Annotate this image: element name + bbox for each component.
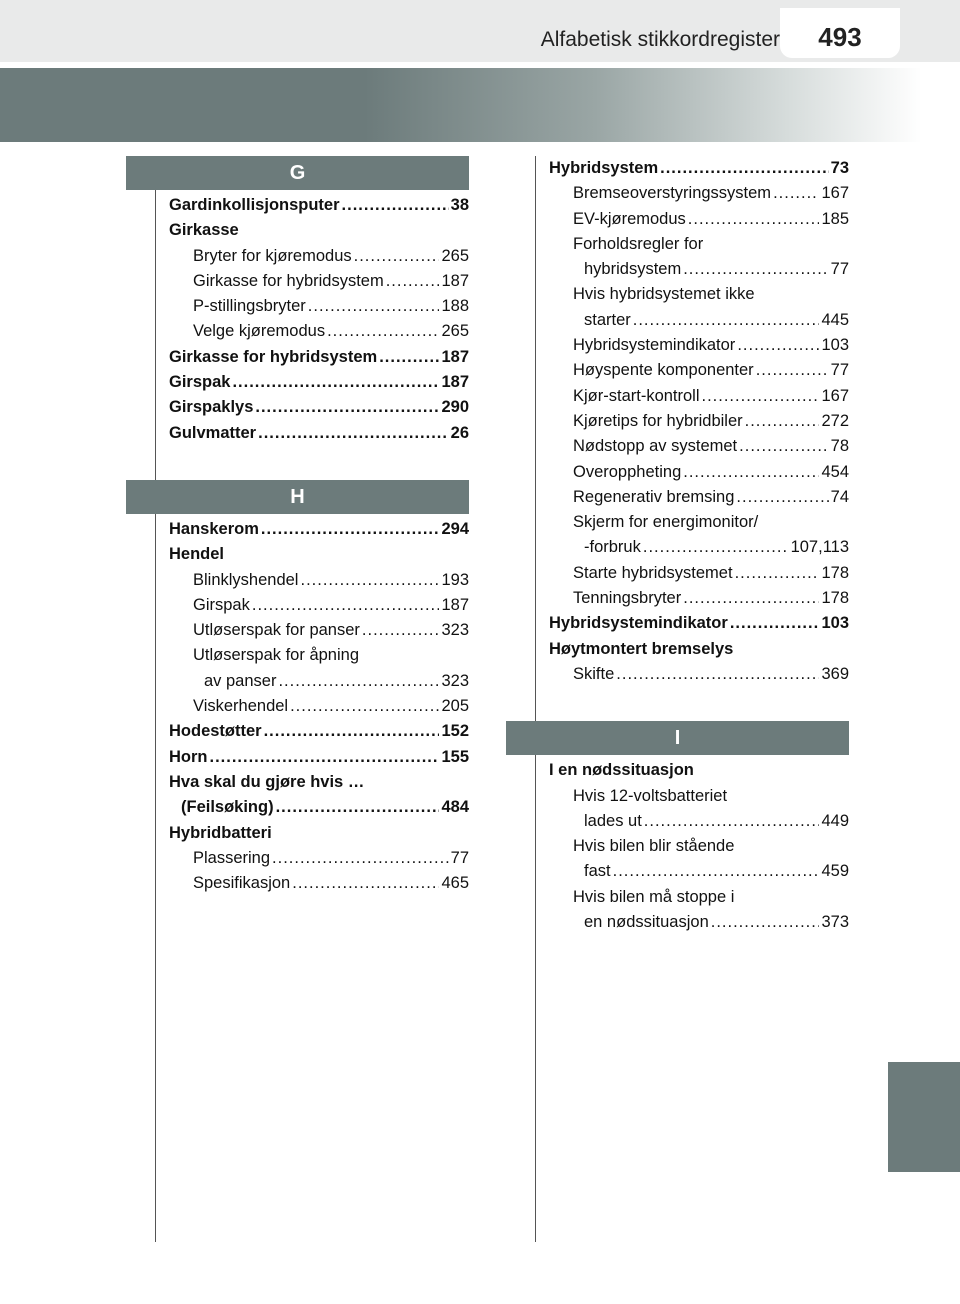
index-entry-page: 369 (821, 664, 849, 683)
leader-dots (736, 485, 828, 510)
leader-dots (683, 586, 819, 611)
leader-dots (362, 618, 440, 643)
index-entry-page: 185 (821, 209, 849, 228)
section-entries (126, 514, 469, 896)
index-entry[interactable] (169, 694, 469, 719)
index-entry-text: Hodestøtter (169, 722, 262, 741)
index-entry-page: 188 (441, 297, 469, 316)
index-entry-text: hybridsystem (584, 260, 682, 279)
index-entry-text: Kjøretips for hybridbiler (573, 411, 743, 430)
index-entry-page: 74 (830, 487, 849, 506)
left-index-column (126, 156, 469, 896)
index-entry-page: 465 (441, 874, 469, 893)
index-entry[interactable] (549, 333, 849, 358)
index-entry-text: Viskerhendel (193, 697, 289, 716)
right-index-column (506, 156, 849, 935)
leader-dots (278, 669, 439, 694)
index-entry-page: 187 (441, 595, 469, 614)
leader-dots (683, 257, 828, 282)
index-entry[interactable] (169, 593, 469, 618)
index-entry-text: Hanskerom (169, 519, 259, 538)
leader-dots (290, 694, 439, 719)
leader-dots (737, 333, 819, 358)
index-entry[interactable] (549, 859, 849, 884)
leader-dots (773, 181, 819, 206)
index-entry[interactable] (169, 821, 469, 846)
leader-dots (386, 269, 440, 294)
index-entry[interactable] (549, 409, 849, 434)
index-entry[interactable] (169, 719, 469, 744)
index-entry-text: Girkasse for hybridsystem (193, 271, 384, 290)
index-entry-page: 155 (441, 747, 469, 766)
index-entry-text: en nødssituasjon (584, 913, 709, 932)
index-entry[interactable] (169, 618, 469, 643)
index-entry[interactable] (549, 535, 849, 560)
index-entry-page: 459 (821, 862, 849, 881)
index-entry[interactable] (549, 460, 849, 485)
index-entry-text: Gulvmatter (169, 423, 257, 442)
index-entry-text: Hendel (169, 545, 225, 564)
index-entry-text: Høyspente komponenter (573, 361, 754, 380)
index-entry[interactable] (169, 269, 469, 294)
leader-dots (730, 611, 820, 636)
index-entry-page: 167 (821, 184, 849, 203)
index-entry[interactable] (549, 637, 849, 662)
index-entry-text: Girspak (193, 595, 250, 614)
leader-dots (644, 809, 820, 834)
index-entry[interactable] (549, 885, 849, 910)
index-entry-page: 26 (450, 423, 469, 442)
index-entry-text: Kjør-start-kontroll (573, 386, 700, 405)
index-entry[interactable] (549, 758, 849, 783)
index-entry-page: 484 (441, 798, 469, 817)
index-entry[interactable] (169, 193, 469, 218)
index-entry-text: Skjerm for energimonitor/ (573, 513, 759, 532)
index-entry-text: Hybridsystem (549, 159, 659, 177)
index-entry-text: Bryter for kjøremodus (193, 246, 352, 265)
index-entry[interactable] (549, 207, 849, 232)
leader-dots (300, 568, 439, 593)
index-entry-page: 294 (441, 519, 469, 538)
index-entry[interactable] (169, 218, 469, 243)
index-entry-text: Overoppheting (573, 462, 682, 481)
index-entry-text: -forbruk (584, 538, 641, 557)
index-entry[interactable] (169, 795, 469, 820)
index-entry-page: 178 (821, 589, 849, 608)
index-entry-text: Utløserspak for panser (193, 621, 360, 640)
leader-dots (633, 308, 820, 333)
index-entry-text: Høytmontert bremselys (549, 639, 734, 658)
index-entry-text: Girspak (169, 373, 231, 392)
index-entry-text: I en nødssituasjon (549, 761, 694, 780)
index-entry-page: 323 (441, 671, 469, 690)
index-entry-text: Girkasse (169, 221, 239, 240)
index-entry[interactable] (549, 308, 849, 333)
index-entry[interactable] (169, 421, 469, 446)
chapter-side-tab[interactable] (888, 1062, 960, 1172)
index-entry[interactable] (549, 809, 849, 834)
index-entry[interactable] (549, 358, 849, 383)
leader-dots (252, 593, 440, 618)
index-entry[interactable] (549, 586, 849, 611)
index-entry[interactable] (549, 384, 849, 409)
index-entry-page: 323 (441, 621, 469, 640)
section-letter-header: H (126, 480, 469, 514)
index-entry-page: 77 (450, 848, 469, 867)
index-entry[interactable] (169, 568, 469, 593)
index-entry-text: Hvis 12-voltsbatteriet (573, 786, 728, 805)
index-entry-page: 449 (821, 811, 849, 830)
section-entries (506, 755, 849, 935)
section-letter-header: G (126, 156, 469, 190)
leader-dots (683, 460, 819, 485)
index-entry-text: Skifte (573, 664, 615, 683)
index-entry[interactable] (549, 910, 849, 935)
index-entry-text: Bremseoverstyringssystem (573, 184, 772, 203)
index-entry-text: Hvis bilen blir stående (573, 837, 735, 856)
index-entry-text: Hvis hybridsystemet ikke (573, 285, 755, 304)
index-entry-text: (Feilsøking) (181, 798, 274, 817)
index-entry-text: fast (584, 862, 611, 881)
index-entry[interactable] (549, 485, 849, 510)
index-entry-text: Hvis bilen må stoppe i (573, 887, 735, 906)
index-entry-text: lades ut (584, 811, 642, 830)
index-entry-text: Hva skal du gjøre hvis … (169, 772, 365, 791)
index-entry[interactable] (549, 282, 849, 307)
index-entry-page: 445 (821, 310, 849, 329)
page-number: 493 (780, 8, 900, 58)
leader-dots (711, 910, 820, 935)
index-entry-page: 77 (830, 260, 849, 279)
index-entry-text: Gardinkollisjonsputer (169, 196, 340, 214)
index-entry[interactable] (549, 662, 849, 687)
index-entry[interactable] (549, 510, 849, 535)
index-entry-text: Girspaklys (169, 398, 254, 417)
index-entry[interactable] (549, 611, 849, 636)
index-entry-page: 187 (441, 347, 469, 366)
leader-dots (735, 561, 820, 586)
leader-dots (276, 795, 440, 820)
index-entry-text: Regenerativ bremsing (573, 487, 735, 506)
index-entry-text: Hybridsystemindikator (549, 614, 728, 633)
leader-dots (210, 745, 440, 770)
index-entry-page: 38 (450, 196, 469, 214)
index-entry[interactable] (549, 181, 849, 206)
index-entry-text: Spesifikasjon (193, 874, 291, 893)
index-entry[interactable] (169, 846, 469, 871)
index-entry[interactable] (549, 561, 849, 586)
index-entry-page: 205 (441, 697, 469, 716)
index-entry-page: 373 (821, 913, 849, 932)
index-entry-page: 78 (830, 437, 849, 456)
index-entry-text: Nødstopp av systemet (573, 437, 738, 456)
leader-dots (354, 244, 440, 269)
index-entry[interactable] (169, 370, 469, 395)
index-entry-page: 103 (821, 336, 849, 355)
index-entry[interactable] (169, 745, 469, 770)
index-entry[interactable] (549, 232, 849, 257)
index-entry[interactable] (549, 156, 849, 181)
index-entry[interactable] (549, 257, 849, 282)
leader-dots (264, 719, 440, 744)
index-entry-text: Starte hybridsystemet (573, 563, 733, 582)
index-entry[interactable] (549, 834, 849, 859)
header-banner (0, 68, 960, 142)
index-entry-page: 272 (821, 411, 849, 430)
index-entry-page: 77 (830, 361, 849, 380)
index-entry-page: 178 (821, 563, 849, 582)
index-entry-text: Velge kjøremodus (193, 322, 326, 341)
leader-dots (756, 358, 829, 383)
index-entry[interactable] (169, 345, 469, 370)
index-entry-page: 107,113 (790, 538, 849, 557)
leader-dots (613, 859, 820, 884)
index-entry-text: Utløserspak for åpning (193, 646, 359, 665)
leader-dots (616, 662, 819, 687)
leader-dots (745, 409, 820, 434)
leader-dots (702, 384, 820, 409)
index-entry-page: 167 (821, 386, 849, 405)
index-entry-page: 265 (441, 322, 469, 341)
index-entry[interactable] (169, 395, 469, 420)
leader-dots (261, 517, 440, 542)
index-entry-text: av panser (204, 671, 277, 690)
index-entry-page: 454 (821, 462, 849, 481)
index-entry-page: 265 (441, 246, 469, 265)
index-entry[interactable] (169, 770, 469, 795)
index-entry[interactable] (169, 542, 469, 567)
index-entry[interactable] (169, 643, 469, 668)
leader-dots (643, 535, 789, 560)
leader-dots (688, 207, 820, 232)
index-entry-text: Horn (169, 747, 208, 766)
leader-dots (342, 193, 449, 218)
index-entry-page: 152 (441, 722, 469, 741)
leader-dots (272, 846, 449, 871)
index-entry-page: 193 (441, 570, 469, 589)
index-entry-text: Tenningsbryter (573, 589, 682, 608)
continued-entries (506, 156, 849, 687)
section-letter-header: I (506, 721, 849, 755)
leader-dots (292, 871, 439, 896)
index-entry-text: starter (584, 310, 631, 329)
index-entry-text: Girkasse for hybridsystem (169, 347, 378, 366)
index-entry-page: 290 (441, 398, 469, 417)
leader-dots (739, 434, 828, 459)
index-entry-page: 103 (821, 614, 849, 633)
index-entry-text: Hybridsystemindikator (573, 336, 736, 355)
index-entry-text: EV-kjøremodus (573, 209, 686, 228)
index-entry[interactable] (169, 871, 469, 896)
index-entry-page: 187 (441, 271, 469, 290)
section-entries (126, 190, 469, 446)
index-entry-page: 187 (441, 373, 469, 392)
index-entry[interactable] (169, 294, 469, 319)
index-entry[interactable] (169, 244, 469, 269)
index-entry[interactable] (549, 784, 849, 809)
index-entry[interactable] (549, 434, 849, 459)
index-entry-text: Hybridbatteri (169, 823, 272, 842)
index-entry[interactable] (169, 517, 469, 542)
index-entry[interactable] (169, 319, 469, 344)
index-entry-text: Plassering (193, 848, 271, 867)
leader-dots (379, 345, 439, 370)
index-entry-text: Blinklyshendel (193, 570, 299, 589)
leader-dots (327, 319, 439, 344)
index-entry-page: 73 (830, 159, 849, 177)
leader-dots (660, 156, 829, 181)
leader-dots (232, 370, 439, 395)
leader-dots (255, 395, 439, 420)
leader-dots (308, 294, 440, 319)
index-entry[interactable] (169, 669, 469, 694)
page-title: Alfabetisk stikkordregister (540, 28, 780, 51)
index-entry-text: P-stillingsbryter (193, 297, 306, 316)
leader-dots (258, 421, 449, 446)
index-entry-text: Forholdsregler for (573, 234, 704, 253)
